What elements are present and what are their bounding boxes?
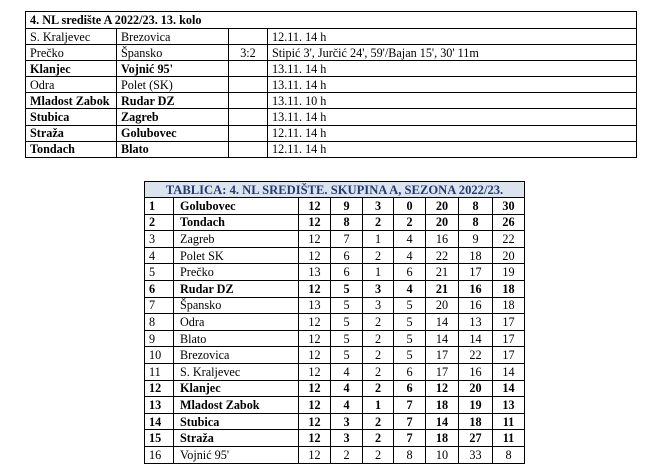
standing-goals-for: 17: [426, 363, 459, 380]
standing-wins: 5: [331, 297, 363, 314]
standing-position: 6: [145, 280, 174, 297]
fixture-row: [26, 61, 637, 77]
standing-goals-for: 21: [426, 264, 459, 281]
standing-draws: 2: [363, 413, 394, 430]
fixture-score: 3:2: [229, 45, 268, 61]
standing-goals-for: 10: [426, 446, 459, 463]
standing-team: Rudar DZ: [174, 280, 299, 297]
standing-losses: 6: [394, 363, 426, 380]
standing-position: 4: [145, 247, 174, 264]
standing-team: Špansko: [174, 297, 299, 314]
standing-points: 14: [493, 380, 525, 397]
standing-losses: 6: [394, 264, 426, 281]
standing-losses: 4: [394, 280, 426, 297]
standing-row: [145, 198, 525, 215]
standing-goals-against: 27: [459, 430, 493, 447]
standing-losses: 8: [394, 446, 426, 463]
standings-table: [144, 181, 525, 464]
standing-goals-for: 20: [426, 198, 459, 215]
standing-goals-for: 21: [426, 280, 459, 297]
standing-played: 13: [299, 264, 331, 281]
standing-wins: 8: [331, 214, 363, 231]
fixture-score: [229, 109, 268, 125]
standing-played: 13: [299, 297, 331, 314]
standing-losses: 6: [394, 380, 426, 397]
standing-wins: 4: [331, 363, 363, 380]
standing-played: 12: [299, 380, 331, 397]
standing-team: Straža: [174, 430, 299, 447]
standing-goals-for: 14: [426, 330, 459, 347]
standing-row: [145, 214, 525, 231]
standing-goals-for: 16: [426, 231, 459, 248]
standing-position: 13: [145, 397, 174, 414]
standing-played: 12: [299, 430, 331, 447]
fixture-info: 12.11. 14 h: [268, 125, 637, 141]
standing-team: Vojnić 95': [174, 446, 299, 463]
fixture-info: 13.11. 14 h: [268, 77, 637, 93]
standing-points: 17: [493, 347, 525, 364]
standing-goals-against: 20: [459, 380, 493, 397]
standing-draws: 2: [363, 330, 394, 347]
standing-goals-for: 12: [426, 380, 459, 397]
standing-wins: 6: [331, 264, 363, 281]
standing-played: 12: [299, 247, 331, 264]
fixture-row: [26, 109, 637, 125]
standing-position: 15: [145, 430, 174, 447]
standing-played: 12: [299, 198, 331, 215]
fixture-home-team: Odra: [26, 77, 117, 93]
standing-draws: 2: [363, 314, 394, 331]
standing-goals-against: 16: [459, 363, 493, 380]
fixture-away-team: Polet (SK): [117, 77, 229, 93]
standing-wins: 4: [331, 380, 363, 397]
fixture-home-team: Stubica: [26, 109, 117, 125]
standing-draws: 1: [363, 264, 394, 281]
standing-row: [145, 330, 525, 347]
standing-team: Stubica: [174, 413, 299, 430]
standing-position: 14: [145, 413, 174, 430]
standing-team: Brezovica: [174, 347, 299, 364]
standing-row: [145, 264, 525, 281]
standing-goals-against: 8: [459, 214, 493, 231]
standing-draws: 2: [363, 430, 394, 447]
standing-draws: 2: [363, 247, 394, 264]
standing-goals-against: 22: [459, 347, 493, 364]
standing-draws: 1: [363, 397, 394, 414]
standing-wins: 5: [331, 347, 363, 364]
standing-points: 19: [493, 264, 525, 281]
standing-wins: 2: [331, 446, 363, 463]
standing-points: 17: [493, 314, 525, 331]
standing-position: 10: [145, 347, 174, 364]
standing-team: Zagreb: [174, 231, 299, 248]
standing-wins: 9: [331, 198, 363, 215]
standing-goals-for: 22: [426, 247, 459, 264]
standing-losses: 4: [394, 231, 426, 248]
fixture-info: 12.11. 14 h: [268, 141, 637, 157]
fixture-home-team: S. Kraljevec: [26, 29, 117, 45]
fixture-score: [229, 77, 268, 93]
standing-goals-against: 14: [459, 330, 493, 347]
fixture-home-team: Straža: [26, 125, 117, 141]
standing-points: 26: [493, 214, 525, 231]
standing-position: 8: [145, 314, 174, 331]
standing-goals-for: 17: [426, 347, 459, 364]
standing-points: 30: [493, 198, 525, 215]
standing-goals-against: 13: [459, 314, 493, 331]
fixture-away-team: Vojnić 95': [117, 61, 229, 77]
standing-losses: 4: [394, 247, 426, 264]
fixture-info: 13.11. 14 h: [268, 109, 637, 125]
standing-draws: 2: [363, 214, 394, 231]
standing-goals-for: 20: [426, 214, 459, 231]
standing-played: 12: [299, 231, 331, 248]
fixture-score: [229, 141, 268, 157]
fixture-score: [229, 125, 268, 141]
standing-points: 20: [493, 247, 525, 264]
standing-row: [145, 397, 525, 414]
standing-position: 12: [145, 380, 174, 397]
standing-goals-against: 19: [459, 397, 493, 414]
standing-position: 5: [145, 264, 174, 281]
standing-wins: 4: [331, 397, 363, 414]
fixture-home-team: Tondach: [26, 141, 117, 157]
standing-position: 1: [145, 198, 174, 215]
standing-position: 3: [145, 231, 174, 248]
standing-goals-against: 16: [459, 280, 493, 297]
standing-played: 12: [299, 347, 331, 364]
standing-wins: 5: [331, 314, 363, 331]
standing-row: [145, 380, 525, 397]
standing-wins: 3: [331, 413, 363, 430]
standing-goals-for: 18: [426, 430, 459, 447]
fixture-score: [229, 61, 268, 77]
standing-played: 12: [299, 280, 331, 297]
fixture-score: [229, 29, 268, 45]
standing-points: 17: [493, 330, 525, 347]
standing-draws: 2: [363, 380, 394, 397]
standing-goals-against: 9: [459, 231, 493, 248]
standing-row: [145, 347, 525, 364]
fixture-row: [26, 125, 637, 141]
standing-goals-for: 18: [426, 397, 459, 414]
standing-goals-against: 18: [459, 413, 493, 430]
standing-wins: 3: [331, 430, 363, 447]
standing-row: [145, 314, 525, 331]
standing-draws: 2: [363, 347, 394, 364]
standing-played: 12: [299, 397, 331, 414]
standing-goals-against: 33: [459, 446, 493, 463]
standing-position: 11: [145, 363, 174, 380]
fixture-away-team: Zagreb: [117, 109, 229, 125]
standing-points: 13: [493, 397, 525, 414]
standing-goals-against: 17: [459, 264, 493, 281]
standing-draws: 3: [363, 198, 394, 215]
standing-row: [145, 363, 525, 380]
standing-goals-against: 8: [459, 198, 493, 215]
standing-position: 2: [145, 214, 174, 231]
standing-team: Mladost Zabok: [174, 397, 299, 414]
standing-points: 14: [493, 363, 525, 380]
standing-team: Tondach: [174, 214, 299, 231]
fixture-info: 13.11. 14 h: [268, 61, 637, 77]
standing-losses: 5: [394, 297, 426, 314]
standing-draws: 2: [363, 446, 394, 463]
standing-points: 18: [493, 280, 525, 297]
fixture-away-team: Golubovec: [117, 125, 229, 141]
standing-row: [145, 247, 525, 264]
standing-row: [145, 446, 525, 463]
standing-team: Polet SK: [174, 247, 299, 264]
standing-team: Klanjec: [174, 380, 299, 397]
fixture-row: [26, 29, 637, 45]
standing-points: 11: [493, 430, 525, 447]
fixture-row: [26, 93, 637, 109]
standing-row: [145, 413, 525, 430]
standing-losses: 0: [394, 198, 426, 215]
standing-team: Odra: [174, 314, 299, 331]
fixtures-title: 4. NL središte A 2022/23. 13. kolo: [26, 12, 637, 29]
fixture-info: 13.11. 10 h: [268, 93, 637, 109]
standing-goals-for: 20: [426, 297, 459, 314]
standing-team: Prečko: [174, 264, 299, 281]
standing-row: [145, 231, 525, 248]
standing-losses: 5: [394, 347, 426, 364]
standing-points: 8: [493, 446, 525, 463]
fixture-row: [26, 77, 637, 93]
standing-wins: 6: [331, 247, 363, 264]
standing-position: 16: [145, 446, 174, 463]
fixture-home-team: Mladost Zabok: [26, 93, 117, 109]
standing-played: 12: [299, 413, 331, 430]
standing-goals-against: 18: [459, 247, 493, 264]
standing-draws: 1: [363, 231, 394, 248]
standing-losses: 5: [394, 314, 426, 331]
standing-position: 9: [145, 330, 174, 347]
standing-goals-for: 14: [426, 413, 459, 430]
fixture-away-team: Blato: [117, 141, 229, 157]
standing-draws: 3: [363, 280, 394, 297]
standing-row: [145, 430, 525, 447]
standing-wins: 7: [331, 231, 363, 248]
fixture-info: 12.11. 14 h: [268, 29, 637, 45]
standing-played: 12: [299, 314, 331, 331]
fixture-row: [26, 45, 637, 61]
standing-points: 11: [493, 413, 525, 430]
fixture-home-team: Klanjec: [26, 61, 117, 77]
standing-goals-against: 16: [459, 297, 493, 314]
fixture-home-team: Prečko: [26, 45, 117, 61]
standing-losses: 7: [394, 413, 426, 430]
fixture-score: [229, 93, 268, 109]
standing-team: S. Kraljevec: [174, 363, 299, 380]
standing-losses: 2: [394, 214, 426, 231]
fixtures-table: [25, 11, 637, 158]
standing-losses: 5: [394, 330, 426, 347]
standing-played: 12: [299, 363, 331, 380]
standing-points: 18: [493, 297, 525, 314]
standing-points: 22: [493, 231, 525, 248]
standing-losses: 7: [394, 430, 426, 447]
standings-title-row: [145, 182, 525, 198]
standing-goals-for: 14: [426, 314, 459, 331]
standing-played: 12: [299, 330, 331, 347]
standings-title: TABLICA: 4. NL SREDIŠTE. SKUPINA A, SEZONA 2022/23.: [145, 182, 525, 198]
standing-played: 12: [299, 214, 331, 231]
fixture-row: [26, 141, 637, 157]
fixture-away-team: Špansko: [117, 45, 229, 61]
standing-draws: 3: [363, 297, 394, 314]
standing-row: [145, 280, 525, 297]
fixture-away-team: Brezovica: [117, 29, 229, 45]
standing-losses: 7: [394, 397, 426, 414]
standing-team: Blato: [174, 330, 299, 347]
standing-team: Golubovec: [174, 198, 299, 215]
standing-row: [145, 297, 525, 314]
standing-draws: 2: [363, 363, 394, 380]
standing-position: 7: [145, 297, 174, 314]
fixture-info: Stipić 3', Jurčić 24', 59'/Bajan 15', 30' 11m: [268, 45, 637, 61]
standing-played: 12: [299, 446, 331, 463]
standing-wins: 5: [331, 330, 363, 347]
fixture-away-team: Rudar DZ: [117, 93, 229, 109]
standing-wins: 5: [331, 280, 363, 297]
fixtures-title-row: [26, 12, 637, 29]
